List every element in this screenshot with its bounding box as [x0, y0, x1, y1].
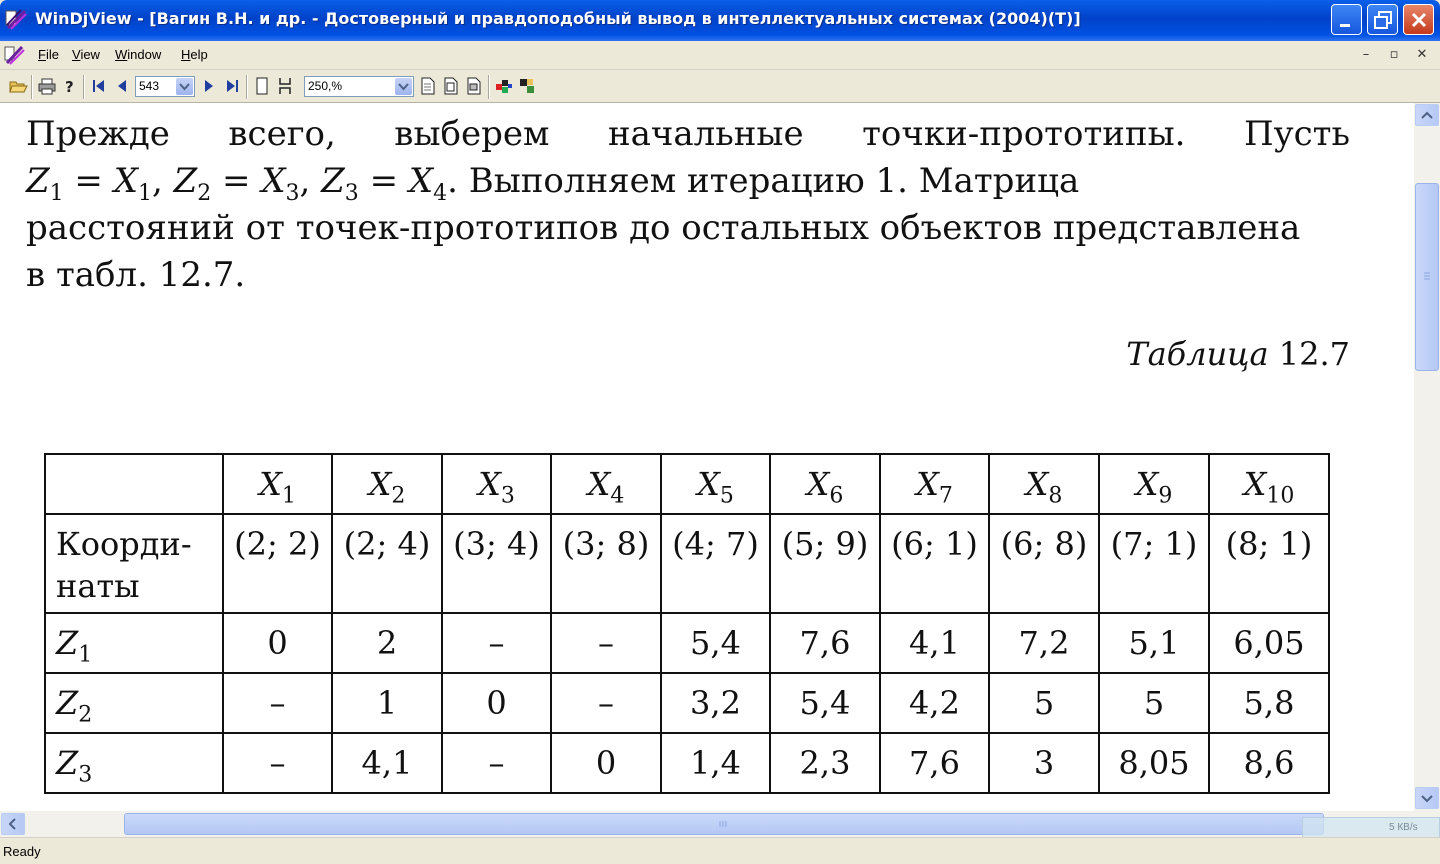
- table-header-cell: [551, 454, 661, 514]
- math-x4-sub: 4: [433, 180, 448, 206]
- table-header-cell: [661, 454, 770, 514]
- paragraph-line-2: $Z_1 = X_1$, $Z_2 = X_3$, $Z_3 = X_4$. Выполняем итерацию 1. Матрица: [26, 161, 1080, 206]
- math-subscript: 8: [1048, 483, 1063, 509]
- single-page-button[interactable]: [252, 76, 272, 96]
- fit-page-icon: [418, 76, 438, 96]
- network-speed: 5 КВ/s: [1389, 822, 1418, 833]
- math-subscript: 5: [719, 483, 734, 509]
- table-row-label: [45, 733, 223, 793]
- math-symbol: Z: [56, 624, 79, 662]
- table-cell: 5: [989, 673, 1099, 733]
- vertical-scroll-thumb[interactable]: [1415, 183, 1439, 371]
- arrow-down-icon: [1416, 788, 1438, 808]
- paragraph-line-2-rest: . Выполняем итерацию 1. Матрица: [447, 161, 1080, 201]
- document-viewport[interactable]: [0, 103, 1414, 811]
- folder-open-icon: [8, 76, 28, 96]
- table-caption: [1126, 335, 1350, 373]
- table-row-label: [45, 514, 223, 613]
- math-x4: X: [408, 161, 434, 201]
- table-cell: 5,1: [1099, 613, 1209, 673]
- color-mode-icon: [494, 76, 514, 96]
- math-subscript: 10: [1266, 483, 1295, 509]
- horizontal-scrollbar[interactable]: [0, 811, 1440, 837]
- mdi-close-icon: ✕: [1416, 47, 1428, 62]
- page-number-dropdown-button[interactable]: [176, 78, 193, 95]
- restore-button[interactable]: [1367, 4, 1398, 35]
- menu-help-label: elp: [190, 47, 208, 62]
- coord-label-line-1: Коорди-: [56, 525, 192, 563]
- document-window-icon[interactable]: [4, 44, 26, 66]
- math-z3-sub: 3: [344, 180, 359, 206]
- table-cell: 6,05: [1209, 613, 1329, 673]
- distance-matrix-table: [44, 453, 1330, 794]
- table-row-label: [45, 613, 223, 673]
- vertical-scrollbar[interactable]: [1414, 103, 1440, 811]
- next-page-button[interactable]: [199, 76, 219, 96]
- table-cell: 4,1: [880, 613, 989, 673]
- horizontal-scroll-thumb[interactable]: [124, 813, 1324, 835]
- continuous-layout-icon: [275, 76, 295, 96]
- table-cell: –: [551, 673, 661, 733]
- math-subscript: 1: [281, 483, 296, 509]
- math-symbol: X: [697, 465, 720, 503]
- math-equals: =: [358, 161, 409, 201]
- printer-icon: [37, 76, 57, 96]
- grip-icon: [125, 814, 1323, 834]
- table-cell: (3; 4): [442, 514, 551, 613]
- page-number-combo[interactable]: [135, 76, 195, 97]
- table-cell: 1: [332, 673, 442, 733]
- math-symbol: X: [1135, 465, 1159, 503]
- zoom-value: 250,%: [308, 79, 343, 93]
- paragraph-line-3: расстояний от точек-прототипов до остальных объектов представлена: [26, 208, 1301, 248]
- math-symbol: X: [916, 465, 939, 503]
- coord-label-line-2: наты: [56, 567, 140, 605]
- table-cell: (6; 1): [880, 514, 989, 613]
- first-page-icon: [89, 76, 109, 96]
- math-symbol: X: [368, 465, 392, 503]
- math-equals: =: [63, 161, 114, 201]
- zoom-combo[interactable]: [304, 76, 414, 97]
- math-x1: X: [113, 161, 138, 201]
- table-row-coordinates: [45, 514, 1329, 613]
- table-row: [45, 733, 1329, 793]
- math-subscript: 4: [610, 483, 625, 509]
- document-paragraph: [26, 111, 1350, 299]
- math-symbol: X: [1243, 465, 1267, 503]
- table-cell: 3,2: [661, 673, 770, 733]
- table-cell: 0: [223, 613, 332, 673]
- menu-file-mnemonic: F: [38, 47, 46, 62]
- zoom-dropdown-button[interactable]: [395, 78, 412, 95]
- math-subscript: 3: [500, 483, 515, 509]
- table-cell: –: [442, 613, 551, 673]
- table-cell: 5,4: [770, 673, 880, 733]
- table-row-label: [45, 673, 223, 733]
- menu-view-mnemonic: V: [72, 47, 81, 62]
- math-symbol: X: [587, 465, 611, 503]
- menu-view[interactable]: [72, 47, 100, 62]
- table-cell: 0: [551, 733, 661, 793]
- math-subscript: 7: [938, 483, 953, 509]
- table-cell: 8,05: [1099, 733, 1209, 793]
- table-header-cell: [880, 454, 989, 514]
- toolbar: [0, 70, 1440, 103]
- windjview-app-icon[interactable]: [5, 8, 29, 32]
- menu-help[interactable]: [181, 47, 208, 62]
- restore-icon: [1368, 5, 1399, 36]
- table-header-cell: [223, 454, 332, 514]
- table-caption-number: 12.7: [1278, 335, 1350, 373]
- table-header-cell: [1209, 454, 1329, 514]
- fit-width-icon: [441, 76, 461, 96]
- grip-icon: [1416, 184, 1438, 370]
- mdi-restore-button[interactable]: [1383, 45, 1405, 65]
- table-header-cell: [770, 454, 880, 514]
- last-page-icon: [222, 76, 242, 96]
- table-cell: 5,4: [661, 613, 770, 673]
- math-subscript: 6: [829, 483, 844, 509]
- table-cell: (5; 9): [770, 514, 880, 613]
- table-header-row: [45, 454, 1329, 514]
- table-cell: (2; 2): [223, 514, 332, 613]
- close-button[interactable]: [1403, 4, 1434, 35]
- minimize-button[interactable]: [1331, 4, 1362, 35]
- math-x3: X: [261, 161, 286, 201]
- math-subscript: 2: [78, 702, 93, 728]
- menu-bar: [0, 41, 1440, 70]
- page-number-value: 543: [139, 79, 160, 93]
- math-symbol: X: [259, 465, 282, 503]
- actual-size-button[interactable]: [464, 76, 484, 96]
- table-cell: 5,8: [1209, 673, 1329, 733]
- chevron-down-icon: [395, 78, 412, 95]
- fit-page-button[interactable]: [418, 76, 438, 96]
- help-question-icon: [60, 76, 80, 96]
- table-cell: 7,2: [989, 613, 1099, 673]
- display-mode-button[interactable]: [517, 76, 537, 96]
- print-button[interactable]: [37, 76, 57, 96]
- color-mode-button[interactable]: [494, 76, 514, 96]
- menu-window-mnemonic: W: [115, 47, 128, 62]
- previous-page-button[interactable]: [112, 76, 132, 96]
- mdi-close-button[interactable]: [1411, 45, 1433, 65]
- single-page-icon: [252, 76, 272, 96]
- status-bar: [0, 837, 1440, 864]
- math-z2-sub: 2: [197, 180, 212, 206]
- math-z2: Z: [173, 161, 198, 201]
- table-cell: 7,6: [770, 613, 880, 673]
- status-text: Ready: [3, 844, 41, 859]
- math-symbol: Z: [56, 744, 79, 782]
- table-cell: –: [223, 673, 332, 733]
- help-button[interactable]: [60, 76, 80, 96]
- math-z1-sub: 1: [49, 180, 64, 206]
- paragraph-line-1: Прежде всего, выберем начальные точки-прототипы. Пусть: [26, 114, 1350, 154]
- table-cell: (6; 8): [989, 514, 1099, 613]
- table-header-cell: [332, 454, 442, 514]
- scroll-up-button[interactable]: [1415, 104, 1439, 126]
- table-row: [45, 613, 1329, 673]
- menu-window[interactable]: [115, 47, 161, 62]
- menu-help-mnemonic: H: [181, 47, 191, 62]
- math-subscript: 9: [1158, 483, 1173, 509]
- math-symbol: Z: [56, 684, 79, 722]
- math-z3: Z: [321, 161, 345, 201]
- table-cell: 4,1: [332, 733, 442, 793]
- table-cell: –: [223, 733, 332, 793]
- math-equals: =: [211, 161, 262, 201]
- minimize-icon: [1332, 5, 1363, 36]
- paragraph-line-4: в табл. 12.7.: [26, 255, 246, 295]
- math-symbol: X: [478, 465, 501, 503]
- menu-window-label: indow: [127, 47, 162, 62]
- scroll-left-button[interactable]: [1, 813, 25, 835]
- close-icon: [1404, 5, 1435, 36]
- arrow-left-icon: [2, 814, 24, 834]
- table-cell: 5: [1099, 673, 1209, 733]
- math-symbol: X: [806, 465, 830, 503]
- table-cell: 1,4: [661, 733, 770, 793]
- table-row: [45, 673, 1329, 733]
- table-cell: (3; 8): [551, 514, 661, 613]
- mdi-restore-icon: ▫: [1389, 47, 1399, 62]
- scroll-down-button[interactable]: [1415, 787, 1439, 809]
- mdi-minimize-icon: –: [1362, 47, 1370, 62]
- next-page-icon: [199, 76, 219, 96]
- table-cell: 3: [989, 733, 1099, 793]
- table-cell: 2,3: [770, 733, 880, 793]
- chevron-down-icon: [176, 78, 193, 95]
- table-cell: 4,2: [880, 673, 989, 733]
- open-button[interactable]: [8, 76, 28, 96]
- table-cell: (8; 1): [1209, 514, 1329, 613]
- table-cell: –: [442, 733, 551, 793]
- first-page-button[interactable]: [89, 76, 109, 96]
- table-cell: 7,6: [880, 733, 989, 793]
- arrow-up-icon: [1416, 105, 1438, 125]
- display-mode-icon: [517, 76, 537, 96]
- table-header-cell: [989, 454, 1099, 514]
- table-cell: 2: [332, 613, 442, 673]
- math-subscript: 2: [391, 483, 406, 509]
- table-caption-label: Таблица: [1126, 335, 1269, 373]
- math-z1: Z: [26, 161, 50, 201]
- continuous-page-button[interactable]: [275, 76, 295, 96]
- math-symbol: X: [1025, 465, 1049, 503]
- window-title: WinDjView - [Вагин В.Н. и др. - Достоверный и правдоподобный вывод в интеллектуальных системах (2004)(T)]: [35, 9, 1081, 28]
- menu-view-label: iew: [80, 47, 100, 62]
- table-cell: (4; 7): [661, 514, 770, 613]
- title-bar[interactable]: [0, 0, 1440, 41]
- svg-text:?: ?: [65, 78, 74, 96]
- table-cell: –: [551, 613, 661, 673]
- table-cell: (2; 4): [332, 514, 442, 613]
- table-header-cell: [442, 454, 551, 514]
- table-cell: 8,6: [1209, 733, 1329, 793]
- previous-page-icon: [112, 76, 132, 96]
- math-subscript: 1: [78, 642, 93, 668]
- math-x3-sub: 3: [285, 180, 300, 206]
- math-x1-sub: 1: [137, 180, 152, 206]
- math-subscript: 3: [78, 762, 93, 788]
- mdi-minimize-button[interactable]: [1355, 45, 1377, 65]
- table-header-cell: [1099, 454, 1209, 514]
- table-corner-cell: [45, 454, 223, 514]
- menu-file-label: ile: [45, 47, 59, 62]
- last-page-button[interactable]: [222, 76, 242, 96]
- table-cell: 0: [442, 673, 551, 733]
- actual-size-icon: [464, 76, 484, 96]
- table-cell: (7; 1): [1099, 514, 1209, 613]
- menu-file[interactable]: [38, 47, 59, 62]
- fit-width-button[interactable]: [441, 76, 461, 96]
